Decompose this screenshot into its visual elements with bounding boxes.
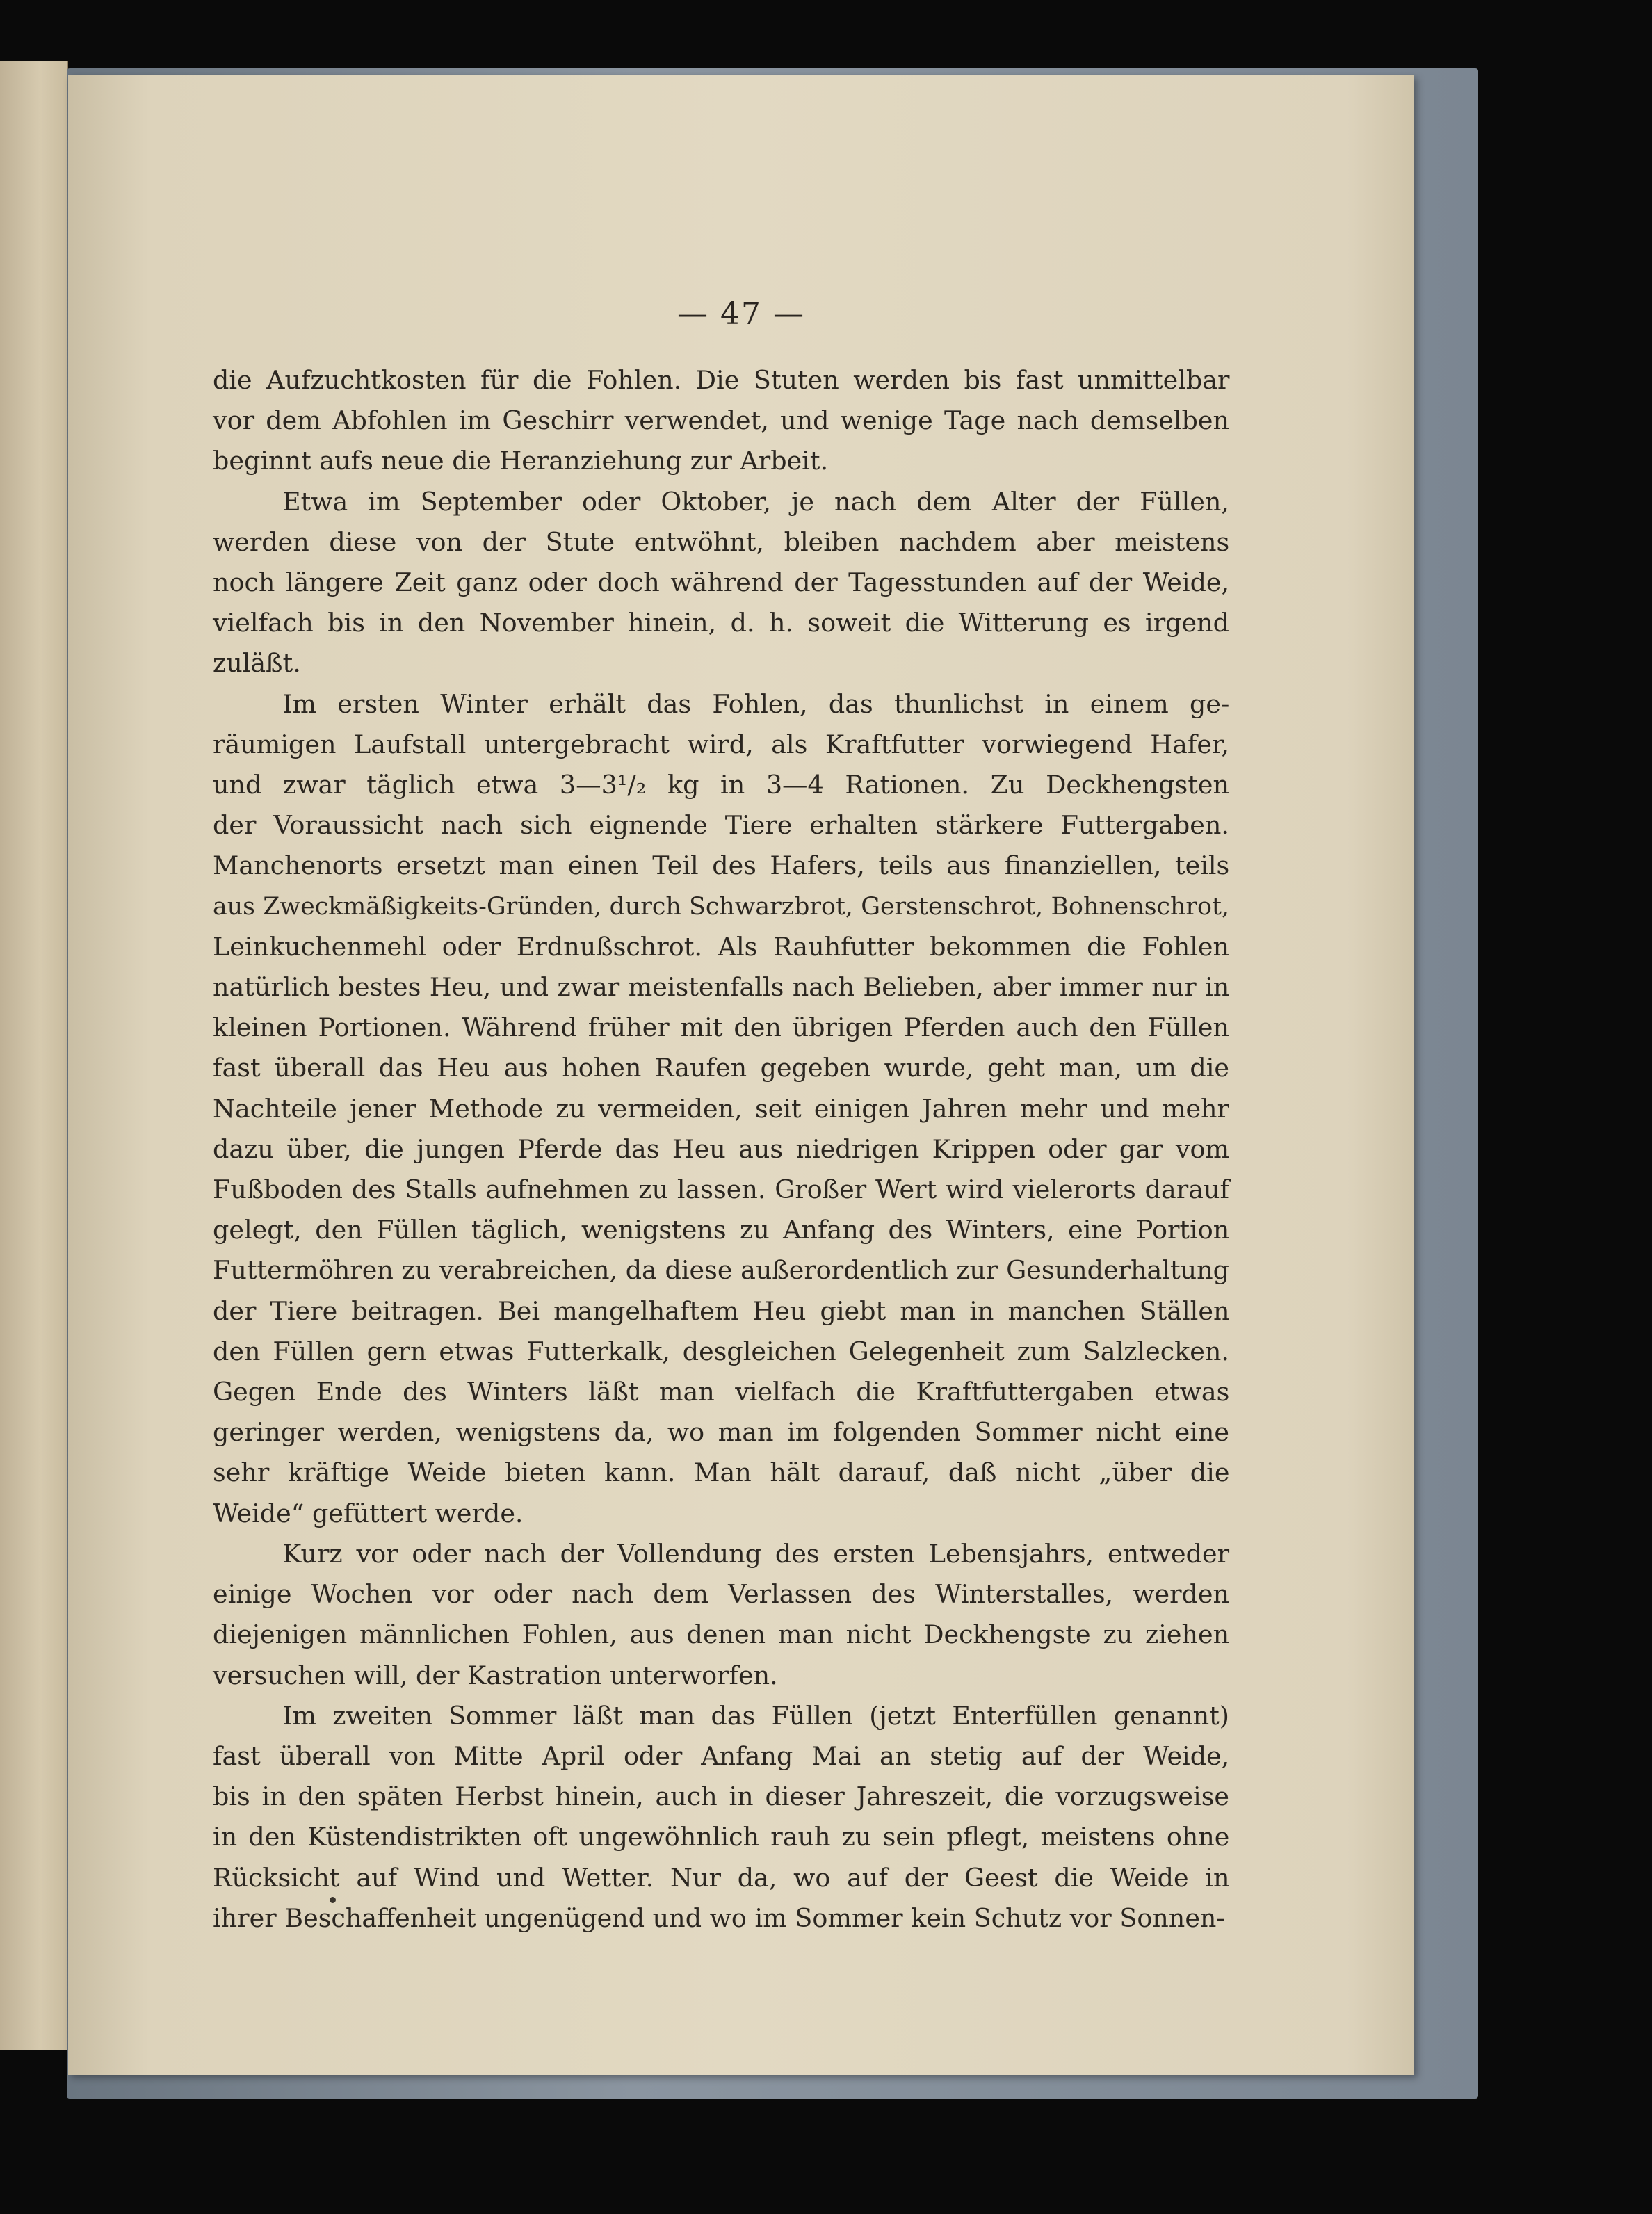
text-line: Nachteile jener Methode zu vermeiden, seit einigen Jahren mehr und mehr bbox=[213, 1093, 1229, 1124]
paragraph bbox=[213, 1534, 1229, 1696]
text-line: natürlich bestes Heu, und zwar meistenfalls nach Belieben, aber immer nur in bbox=[213, 972, 1230, 1003]
paragraph bbox=[213, 482, 1229, 684]
text-line: zuläßt. bbox=[213, 648, 301, 679]
text-line: räumigen Laufstall untergebracht wird, als Kraftfutter vorwiegend Hafer, bbox=[213, 729, 1229, 759]
text-line: in den Küstendistrikten oft ungewöhnlich rauh zu sein pflegt, meistens ohne bbox=[213, 1822, 1230, 1852]
text-line: der Tiere beitragen. Bei mangelhaftem Heu giebt man in manchen Ställen bbox=[213, 1295, 1230, 1326]
text-line: beginnt aufs neue die Heranziehung zur Arbeit. bbox=[213, 446, 829, 476]
text-line: vor dem Abfohlen im Geschirr verwendet, und wenige Tage nach demselben bbox=[213, 405, 1229, 436]
text-line: Leinkuchenmehl oder Erdnußschrot. Als Rauhfutter bekommen die Fohlen bbox=[213, 931, 1229, 962]
text-line: Im ersten Winter erhält das Fohlen, das thunlichst in einem ge- bbox=[282, 688, 1230, 719]
text-line: fast überall das Heu aus hohen Raufen gegeben wurde, geht man, um die bbox=[213, 1053, 1229, 1083]
page-number: — 47 — bbox=[677, 296, 805, 332]
text-line: sehr kräftige Weide bieten kann. Man hält darauf, daß nicht „über die bbox=[213, 1457, 1230, 1488]
text-line: versuchen will, der Kastration unterworfen. bbox=[213, 1660, 778, 1690]
paragraph bbox=[213, 360, 1229, 482]
text-line: die Aufzuchtkosten für die Fohlen. Die Stuten werden bis fast unmittelbar bbox=[213, 365, 1230, 395]
text-line: vielfach bis in den November hinein, d. h. soweit die Witterung es irgend bbox=[213, 608, 1229, 638]
text-line: gelegt, den Füllen täglich, wenigstens zu Anfang des Winters, eine Portion bbox=[213, 1215, 1230, 1245]
text-line: der Voraussicht nach sich eignende Tiere erhalten stärkere Futtergaben. bbox=[213, 810, 1229, 841]
text-line: Futtermöhren zu verabreichen, da diese außerordentlich zur Gesunderhaltung bbox=[213, 1255, 1229, 1286]
text-line: aus Zweckmäßigkeits-Gründen, durch Schwarzbrot, Gerstenschrot, Bohnenschrot, bbox=[213, 892, 1229, 921]
text-line: und zwar täglich etwa 3—3¹/₂ kg in 3—4 Rationen. Zu Deckhengsten bbox=[213, 770, 1229, 800]
text-line: Manchenorts ersetzt man einen Teil des Hafers, teils aus finanziellen, teils bbox=[213, 850, 1230, 881]
text-line: Rücksicht auf Wind und Wetter. Nur da, wo auf der Geest die Weide in bbox=[213, 1862, 1230, 1893]
text-line: dazu über, die jungen Pferde das Heu aus niedrigen Krippen oder gar vom bbox=[213, 1133, 1230, 1164]
left-page-edge bbox=[0, 61, 68, 2050]
text-line: kleinen Portionen. Während früher mit den übrigen Pferden auch den Füllen bbox=[213, 1012, 1229, 1043]
text-line: bis in den späten Herbst hinein, auch in dieser Jahreszeit, die vorzugsweise bbox=[213, 1781, 1230, 1812]
text-line: Kurz vor oder nach der Vollendung des ersten Lebensjahrs, entweder bbox=[282, 1538, 1230, 1569]
text-line: Fußboden des Stalls aufnehmen zu lassen. Großer Wert wird vielerorts darauf bbox=[213, 1174, 1229, 1205]
text-line: einige Wochen vor oder nach dem Verlassen des Winterstalles, werden bbox=[213, 1579, 1229, 1610]
text-line: ihrer Beschaffenheit ungenügend und wo im Sommer kein Schutz vor Sonnen- bbox=[213, 1902, 1225, 1933]
text-line: den Füllen gern etwas Futterkalk, desgleichen Gelegenheit zum Salzlecken. bbox=[213, 1336, 1229, 1366]
text-line: geringer werden, wenigstens da, wo man im folgenden Sommer nicht eine bbox=[213, 1417, 1229, 1448]
text-line: fast überall von Mitte April oder Anfang Mai an stetig auf der Weide, bbox=[213, 1740, 1230, 1771]
text-line: werden diese von der Stute entwöhnt, bleiben nachdem aber meistens bbox=[213, 526, 1230, 557]
book-page bbox=[68, 75, 1414, 2075]
page-text bbox=[213, 360, 1229, 1939]
ink-dot bbox=[330, 1897, 336, 1903]
text-line: Gegen Ende des Winters läßt man vielfach die Kraftfuttergaben etwas bbox=[213, 1377, 1230, 1407]
paragraph bbox=[213, 684, 1229, 1534]
text-line: Etwa im September oder Oktober, je nach dem Alter der Füllen, bbox=[282, 486, 1229, 517]
text-line: Weide“ gefüttert werde. bbox=[213, 1498, 524, 1528]
paragraph bbox=[213, 1696, 1229, 1939]
text-line: noch längere Zeit ganz oder doch während der Tagesstunden auf der Weide, bbox=[213, 567, 1230, 598]
text-line: diejenigen männlichen Fohlen, aus denen man nicht Deckhengste zu ziehen bbox=[213, 1619, 1230, 1650]
text-line: Im zweiten Sommer läßt man das Füllen (jetzt Enterfüllen genannt) bbox=[282, 1700, 1229, 1731]
